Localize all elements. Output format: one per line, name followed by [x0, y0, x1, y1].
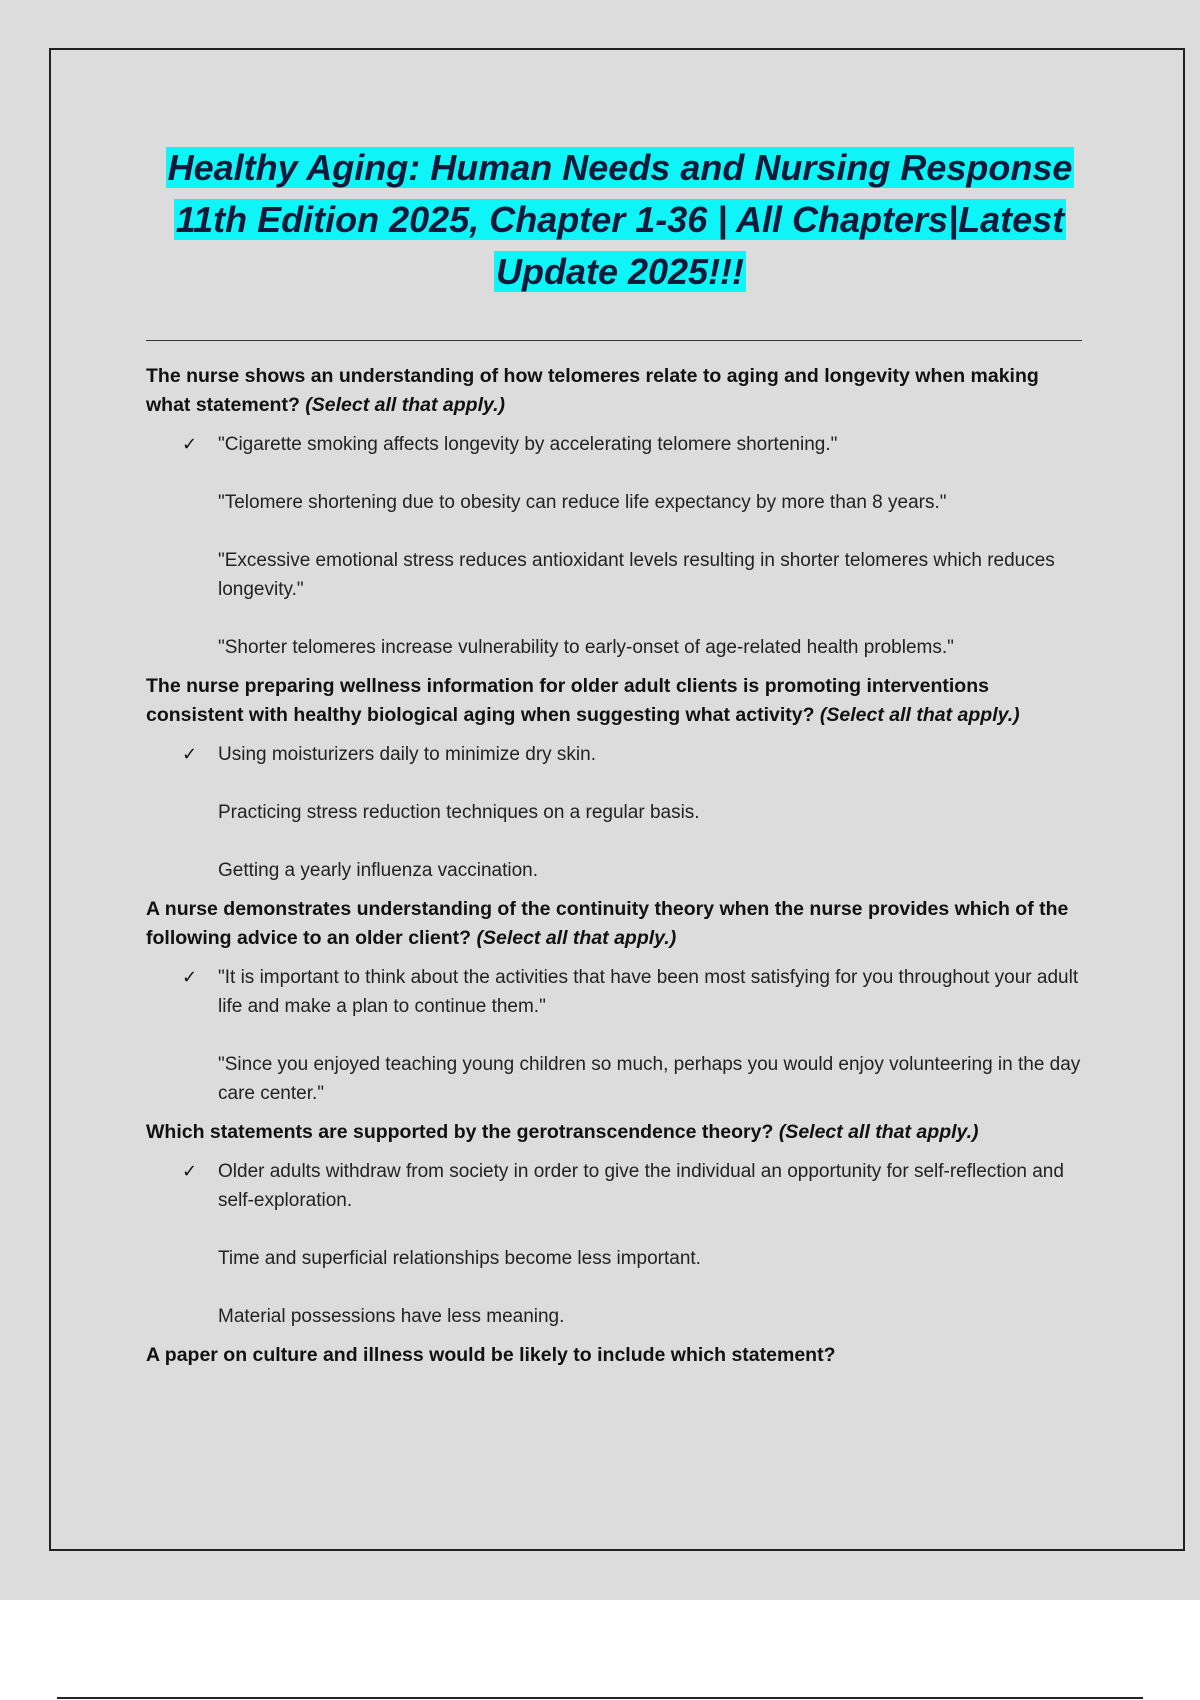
answer-option	[146, 740, 1086, 769]
title-divider	[146, 340, 1082, 341]
question-block	[146, 895, 1086, 1108]
answer-option	[146, 1244, 1086, 1273]
question-block	[146, 362, 1086, 662]
answer-option	[146, 963, 1086, 1021]
title-line-2: 11th Edition 2025, Chapter 1-36 | All Chapters|Latest	[175, 199, 1065, 240]
question-instruction: (Select all that apply.)	[476, 927, 677, 949]
checkmark-icon: ✓	[182, 1161, 198, 1181]
title-line-1: Healthy Aging: Human Needs and Nursing Response	[167, 147, 1073, 188]
question-text: A nurse demonstrates understanding of the continuity theory when the nurse provides which of the following advice to an older client?	[146, 898, 1069, 949]
answer-options	[146, 1157, 1086, 1331]
answer-option-text: "It is important to think about the activities that have been most satisfying for you throughout your adult life and make a plan to continue them."	[218, 967, 1079, 1017]
answer-option-text: "Shorter telomeres increase vulnerability to early-onset of age-related health problems."	[218, 637, 954, 658]
answer-option-text: Getting a yearly influenza vaccination.	[218, 860, 539, 881]
answer-option	[146, 546, 1086, 604]
question-instruction: (Select all that apply.)	[778, 1121, 979, 1143]
question-block	[146, 672, 1086, 885]
question-instruction: (Select all that apply.)	[819, 704, 1020, 726]
footer-divider	[57, 1697, 1143, 1699]
answer-option-text: "Excessive emotional stress reduces antioxidant levels resulting in shorter telomeres which reduces longevity."	[218, 550, 1055, 600]
answer-option	[146, 488, 1086, 517]
question-text: Which statements are supported by the gerotranscendence theory?	[146, 1121, 774, 1143]
answer-options	[146, 430, 1086, 662]
question-stem	[146, 1341, 1086, 1370]
document-title	[100, 142, 1140, 298]
answer-option	[146, 1050, 1086, 1108]
question-stem	[146, 362, 1086, 420]
answer-option-text: Practicing stress reduction techniques on a regular basis.	[218, 802, 700, 823]
answer-option	[146, 633, 1086, 662]
question-instruction: (Select all that apply.)	[305, 394, 506, 416]
question-stem	[146, 672, 1086, 730]
question-block	[146, 1341, 1086, 1370]
checkmark-icon: ✓	[182, 744, 198, 764]
answer-option	[146, 798, 1086, 827]
question-text: The nurse shows an understanding of how telomeres relate to aging and longevity when making what statement?	[146, 365, 1039, 416]
title-line-3: Update 2025!!!	[495, 251, 745, 292]
question-list	[146, 362, 1086, 1380]
question-text: The nurse preparing wellness information for older adult clients is promoting interventions consistent with healthy biological aging when suggesting what activity?	[146, 675, 989, 726]
answer-option	[146, 1302, 1086, 1331]
answer-option	[146, 856, 1086, 885]
checkmark-icon: ✓	[182, 434, 198, 454]
question-stem	[146, 895, 1086, 953]
answer-option	[146, 1157, 1086, 1215]
answer-options	[146, 740, 1086, 885]
question-block	[146, 1118, 1086, 1331]
answer-option-text: "Telomere shortening due to obesity can reduce life expectancy by more than 8 years."	[218, 492, 947, 513]
answer-option-text: Using moisturizers daily to minimize dry skin.	[218, 744, 596, 765]
answer-option-text: Material possessions have less meaning.	[218, 1306, 565, 1327]
question-stem	[146, 1118, 1086, 1147]
checkmark-icon: ✓	[182, 967, 198, 987]
answer-option-text: "Since you enjoyed teaching young children so much, perhaps you would enjoy volunteering in the day care center."	[218, 1054, 1081, 1104]
question-text: A paper on culture and illness would be likely to include which statement?	[146, 1344, 836, 1366]
answer-options	[146, 963, 1086, 1108]
answer-option	[146, 430, 1086, 459]
answer-option-text: Older adults withdraw from society in order to give the individual an opportunity for self-reflection and self-exploration.	[218, 1161, 1064, 1211]
answer-option-text: "Cigarette smoking affects longevity by accelerating telomere shortening."	[218, 434, 838, 455]
answer-option-text: Time and superficial relationships become less important.	[218, 1248, 701, 1269]
